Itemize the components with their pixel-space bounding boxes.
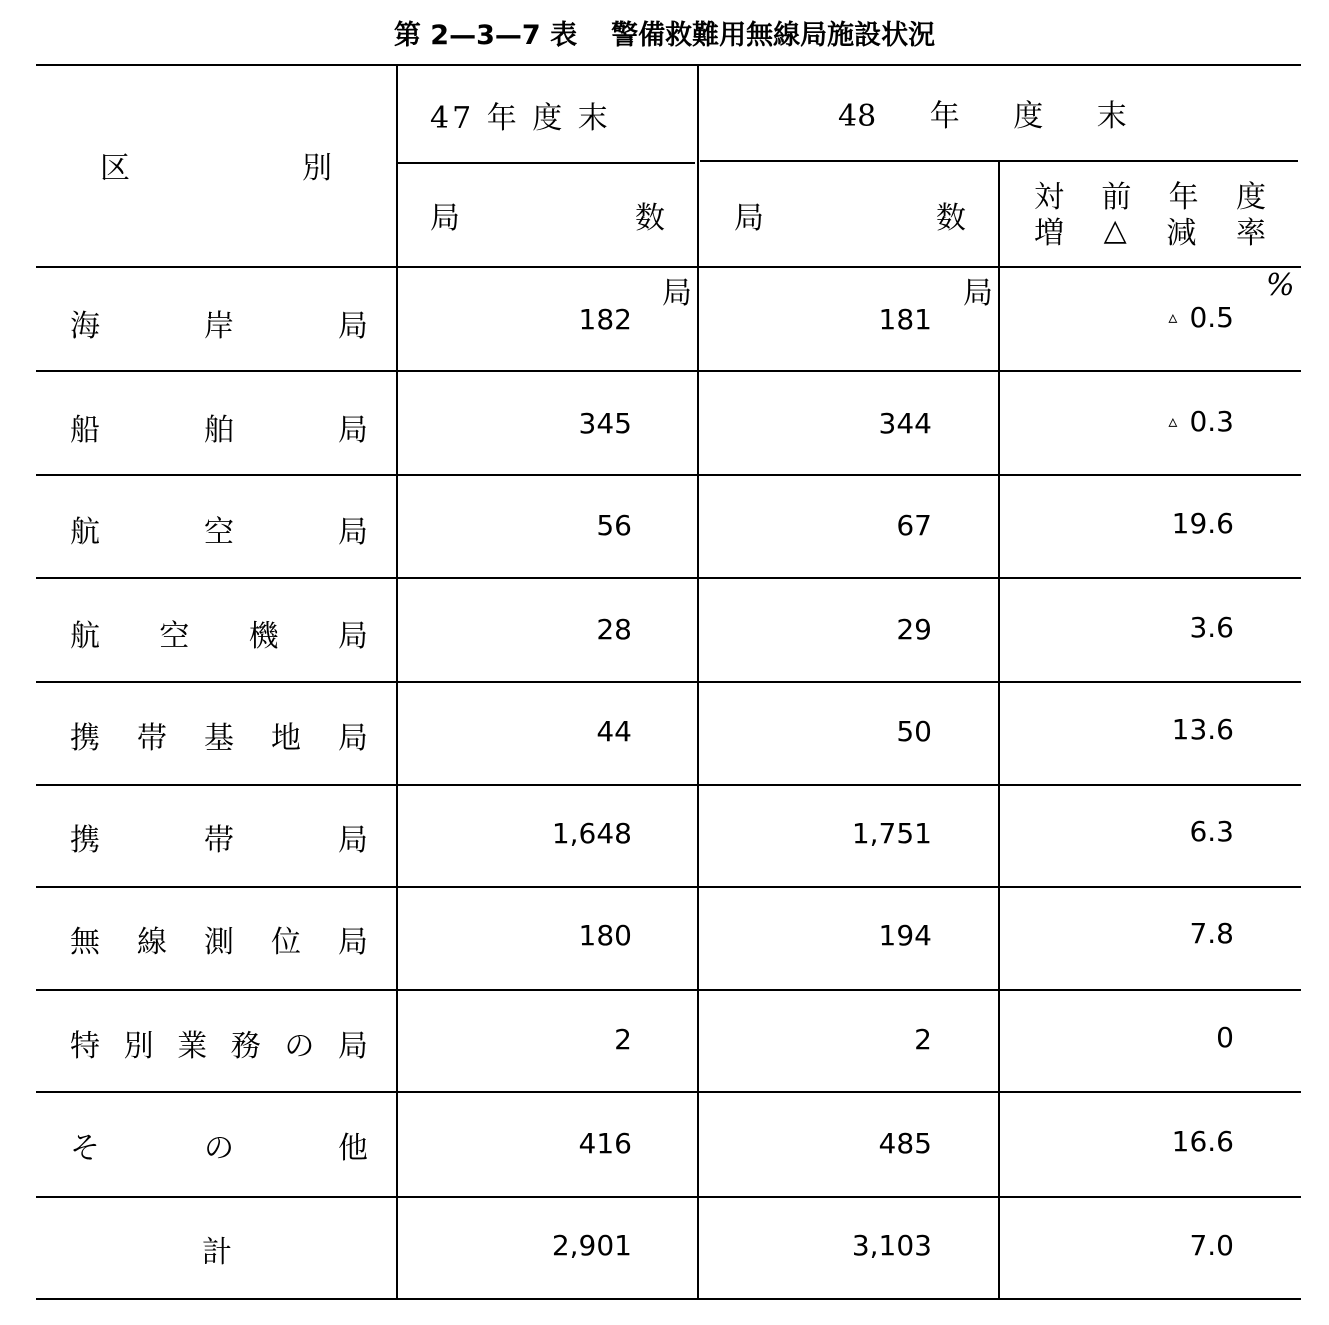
bottom-rule [36, 1298, 1301, 1300]
row-rule [36, 681, 1301, 683]
total-label: 計 [202, 1235, 232, 1270]
value-rate: 7.8 [1189, 916, 1234, 950]
value-fy48: 1,751 [851, 816, 932, 850]
header-category [100, 140, 332, 190]
unit-rate: % [1266, 268, 1295, 303]
header-category-char: 別 [302, 151, 332, 186]
unit-count-48: 局 [963, 276, 993, 311]
value-fy47: 28 [596, 612, 632, 646]
value-rate: 13.6 [1171, 712, 1234, 746]
table-caption: 警備救難用無線局施設状況 [611, 19, 936, 51]
table-title [0, 10, 1329, 54]
value-fy47: 345 [578, 406, 632, 440]
header-fy48: 48 年 度 末 [838, 99, 1127, 134]
row-rule [36, 784, 1301, 786]
value-fy48: 50 [896, 714, 932, 748]
value-fy48: 67 [896, 508, 932, 542]
col-divider-rate [998, 160, 1000, 1298]
top-rule [36, 64, 1301, 66]
total-fy47: 2,901 [551, 1228, 632, 1262]
total-fy48: 3,103 [851, 1228, 932, 1262]
value-rate: 3.6 [1189, 610, 1234, 644]
row-rule [36, 886, 1301, 888]
header-rate-line1: 対 前 年 度 [1034, 180, 1266, 215]
value-fy48: 181 [878, 302, 932, 336]
value-fy48: 194 [878, 918, 932, 952]
row-label: そ の 他 [70, 1131, 368, 1166]
value-rate: 0 [1216, 1020, 1234, 1054]
value-fy48: 29 [896, 612, 932, 646]
header-divider-47 [398, 162, 695, 164]
header-fy47: 47 年 度 末 [430, 101, 611, 136]
value-rate: 19.6 [1171, 506, 1234, 540]
row-rule [36, 474, 1301, 476]
value-fy47: 1,648 [551, 816, 632, 850]
value-fy48: 344 [878, 406, 932, 440]
value-fy47: 56 [596, 508, 632, 542]
header-rate-line2: 増 △ 減 率 [1034, 212, 1266, 251]
value-rate: ▵ 0.5 [1168, 300, 1234, 334]
row-rule [36, 1196, 1301, 1198]
col-divider-category [396, 64, 398, 1298]
row-label: 携 帯 局 [70, 823, 368, 858]
row-label: 特 別 業 務 の 局 [70, 1029, 368, 1064]
row-label: 携 帯 基 地 局 [70, 721, 368, 756]
value-fy47: 44 [596, 714, 632, 748]
value-rate: 6.3 [1189, 814, 1234, 848]
row-label: 航 空 局 [70, 515, 368, 550]
total-rate: 7.0 [1189, 1228, 1234, 1262]
header-count-48: 局 数 [734, 201, 966, 236]
row-rule [36, 989, 1301, 991]
table-number: 第 2—3—7 表 [393, 19, 578, 51]
unit-count-47: 局 [662, 276, 692, 311]
value-fy47: 416 [578, 1126, 632, 1160]
col-divider-47-48 [697, 64, 699, 1298]
row-rule [36, 370, 1301, 372]
value-fy47: 2 [614, 1022, 632, 1056]
decrease-triangle-icon: ▵ [1168, 410, 1178, 432]
header-count-47: 局 数 [430, 201, 665, 236]
value-rate: ▵ 0.3 [1168, 404, 1234, 438]
row-label: 航 空 機 局 [70, 619, 368, 654]
value-fy47: 182 [578, 302, 632, 336]
row-label: 船 舶 局 [70, 413, 368, 448]
header-category-char: 区 [100, 151, 130, 186]
value-fy48: 485 [878, 1126, 932, 1160]
value-fy48: 2 [914, 1022, 932, 1056]
decrease-triangle-icon: ▵ [1168, 306, 1178, 328]
row-rule [36, 577, 1301, 579]
value-rate: 16.6 [1171, 1124, 1234, 1158]
row-label: 無 線 測 位 局 [70, 925, 368, 960]
value-fy47: 180 [578, 918, 632, 952]
row-rule [36, 1091, 1301, 1093]
row-label: 海 岸 局 [70, 309, 368, 344]
